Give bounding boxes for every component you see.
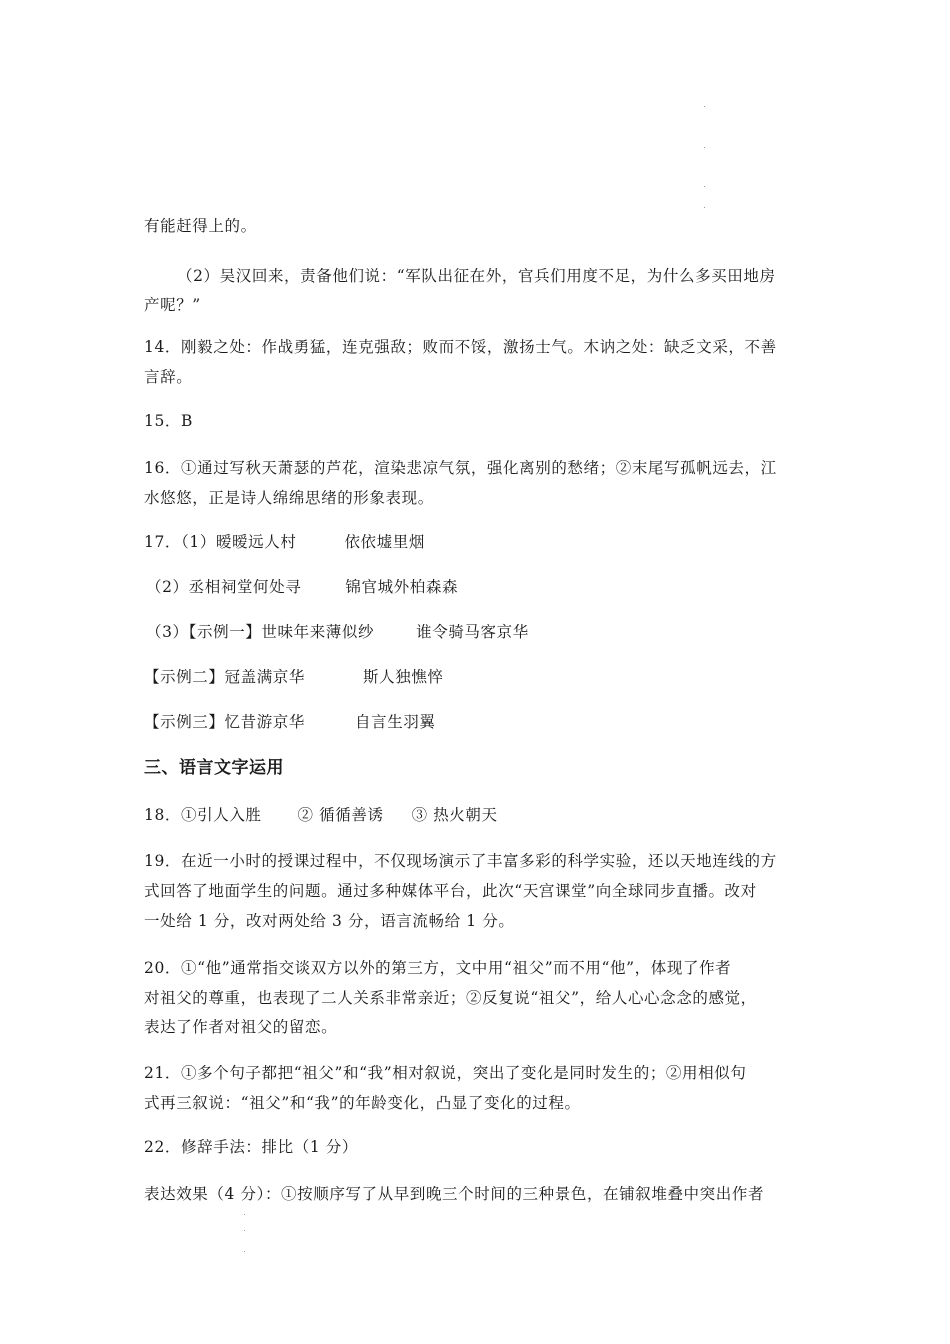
scan-dot [704, 147, 705, 148]
poem-line: （2）丞相祠堂何处寻 [146, 578, 302, 596]
idiom: ② 循循善诱 [297, 806, 384, 824]
answer-22-line: 表达效果（4 分）：①按顺序写了从早到晚三个时间的三种景色，在铺叙堆叠中突出作者 [144, 1185, 765, 1203]
section-heading: 三、语言文字运用 [144, 758, 284, 778]
scan-dot [704, 207, 705, 208]
answer-19-line: 一处给 1 分，改对两处给 3 分，语言流畅给 1 分。 [144, 912, 515, 930]
answer-19-line: 19．在近一小时的授课过程中，不仅现场演示了丰富多彩的科学实验，还以天地连线的方 [144, 852, 777, 870]
answer-21-line: 21．①多个句子都把“祖父”和“我”相对叙说，突出了变化是同时发生的；②用相似句 [144, 1064, 747, 1082]
answer-17-line-3 [146, 622, 816, 642]
answer-line: （2）吴汉回来，责备他们说：“军队出征在外，官兵们用度不足，为什么多买田地房 [177, 267, 776, 285]
answer-18 [144, 805, 814, 825]
answer-22-line: 22．修辞手法：排比（1 分） [144, 1138, 359, 1156]
poem-line: 【示例三】忆昔游京华 [144, 713, 306, 731]
poem-line: 谁令骑马客京华 [416, 623, 529, 641]
poem-line: （3）【示例一】世味年来薄似纱 [146, 623, 375, 641]
answer-17-line-2 [146, 577, 816, 597]
answer-19-line: 式回答了地面学生的问题。通过多种媒体平台，此次“天宫课堂”向全球同步直播。改对 [144, 882, 757, 900]
answer-15: 15．B [144, 412, 194, 430]
answer-14-line: 14．刚毅之处：作战勇猛，连克强敌；败而不馁，激扬士气。木讷之处：缺乏文采，不善 [144, 338, 777, 356]
idiom: 18．①引人入胜 [144, 806, 262, 824]
answer-line: 产呢？” [144, 296, 201, 314]
scan-dot [704, 106, 705, 107]
poem-line: 依依墟里烟 [344, 533, 425, 551]
poem-line: 锦官城外柏森森 [345, 578, 459, 596]
poem-line: 【示例二】冠盖满京华 [144, 668, 306, 686]
poem-line: 斯人独憔悴 [363, 668, 444, 686]
answer-16-line: 16．①通过写秋天萧瑟的芦花，渲染悲凉气氛，强化离别的愁绪；②末尾写孤帆远去，江 [144, 459, 777, 477]
poem-line: 自言生羽翼 [355, 713, 436, 731]
answer-20-line: 对祖父的尊重，也表现了二人关系非常亲近；②反复说“祖父”，给人心心念念的感觉， [144, 989, 757, 1007]
answer-16-line: 水悠悠，正是诗人绵绵思绪的形象表现。 [144, 489, 434, 507]
scan-dot [244, 1214, 245, 1215]
answer-17-line-1 [144, 532, 814, 552]
scan-dot [244, 1230, 245, 1231]
answer-17-example-2 [144, 667, 814, 687]
answer-20-line: 表达了作者对祖父的留恋。 [144, 1018, 338, 1036]
answer-17-example-3 [144, 712, 814, 732]
idiom: ③ 热火朝天 [411, 806, 498, 824]
scan-dot [704, 186, 705, 187]
poem-line: 17．（1）暧暧远人村 [144, 533, 297, 551]
answer-14-line: 言辞。 [144, 368, 193, 386]
answer-20-line: 20．①“他”通常指交谈双方以外的第三方，文中用“祖父”而不用“他”，体现了作者 [144, 959, 732, 977]
scan-dot [244, 1251, 245, 1252]
answer-line: 有能赶得上的。 [144, 217, 257, 235]
answer-21-line: 式再三叙说：“祖父”和“我”的年龄变化，凸显了变化的过程。 [144, 1094, 581, 1112]
